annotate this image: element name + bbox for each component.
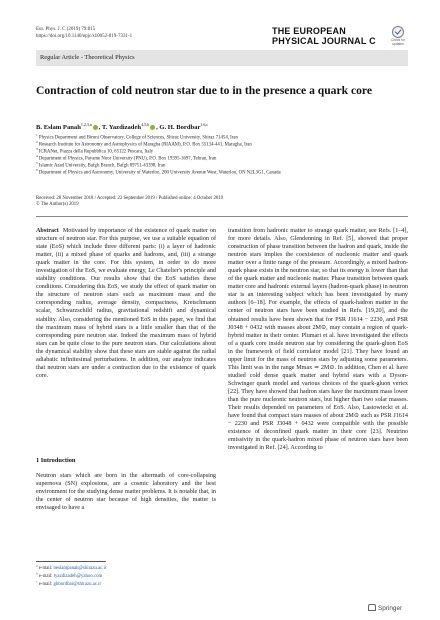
publisher-name: Springer — [378, 605, 403, 612]
affiliation-item — [36, 135, 408, 142]
footnote-mark: c — [36, 579, 38, 584]
check-for-updates-button[interactable] — [388, 26, 408, 46]
affiliation-number: 2 — [36, 140, 38, 144]
footnote-label: e-mail: — [38, 574, 53, 579]
affiliation-item — [36, 142, 408, 149]
body-paragraph: transition from hadronic matter to strange quark matter, see Refs. [1–4], for more details. Also, Glendenning in Ref. [5], showed that proper construction of phase transition between the hadron and quark, inside the neutron stars implies the coexistence of nucleonic matter and quark matter over a finite range of the pressure. Accordingly, a mixed hadron-quark phase exists in the neutron star, so that its energy is lower than that of the quark matter and nucleonic matter. Phase transition between quark matter core and hadronic external layers (hadron-quark phase) in neutron star is an interesting subject which has been investigated by many authors [6–18]. For example, the effects of quark-hadron matter in the center of neutron stars have been studied in Refs. [19,20], and the obtained results have been shown that for PSR J1614 − 2230, and PSR J0348 + 0432 with masses about 2M⊙, may contain a region of quark-hybrid matter in their center. Plumari et al. have investigated the effects of a quark core inside neutron star by considering the quark-gluon EoS in the framework of field correlator model [21]. They have found an upper limit for the mass of neutron stars by adjusting some parameters. This limit was in the range Mmax ≃ 2M⊙. In addition, Chen et al. have studied cold dense quark matter and hybrid stars with a Dyson-Schwinger quark model and various choices of the quark-gluon vertex [22]. They have showed that hadron stars have the maximum mass lower than the pure nucleonic neutron stars, but higher than two solar masses. Their results depended on parameters of EoS. Also, Lastowiecki et al. have found that compact stars masses of about 2M⊙ such as PSR J1614 − 2230 and PSR J3048 + 0432 were compatible with the possible existence of deconfined quark matter in their core [23]. Neutrino emissivity in the quark-hadron mixed phase of neutron stars have been investigated in Ref. [24]. According to — [228, 228, 408, 452]
footnote-label: e-mail: — [38, 582, 53, 587]
paper-title: Contraction of cold neutron star due to in the presence a quark core — [36, 84, 372, 97]
affiliation-text: Department of Physics, Payame Noor University (PNU), P.O. Box 19395-3697, Tehran, Iran — [38, 156, 217, 162]
affiliation-number: 3 — [36, 147, 38, 151]
article-type: Regular Article - Theoretical Physics — [40, 54, 135, 61]
affiliation-item — [36, 149, 408, 156]
affiliation-number: 5 — [36, 161, 38, 165]
footnote-item — [36, 581, 216, 589]
affiliation-text: Research Institute for Astronomy and Astrophysics of Maragha (RIAAM), P.O. Box 55134-441, Maragha, Iran — [38, 142, 252, 148]
footnote-mark: a — [36, 563, 38, 568]
affiliation-item — [36, 156, 408, 163]
footnote-item — [36, 571, 216, 584]
journal-citation — [36, 26, 132, 40]
journal-brand-line1: THE EUROPEAN — [272, 26, 346, 36]
section-divider — [36, 216, 408, 217]
journal-reference: Eur. Phys. J. C (2019) 79:815 — [36, 27, 96, 32]
author-affiliation-marks: 1,2,3,a — [80, 121, 92, 127]
abstract-text: Motivated by importance of the existence of quark matter on structure of neutron star. For this purpose, we use a suitable equation of state (EoS) which include three different parts: (i) a layer of hadronic matter, (ii) a mixed phase of quarks and hadrons, and, (iii) a strange quark matter in the core. For this system, in order to do more investigation of the EoS, we evaluate energy, Le Chatelier's principle and stability conditions. Our results show that the EoS satisfies these conditions. Considering this EoS, we study the effect of quark matter on the structure of neutron stars such as maximum mass and the corresponding radius, average density, compactness, Kretschmann scalar, Schwarzschild radius, gravitational redshift and dynamical stability. Also, considering the mentioned EoS in this paper, we find that the maximum mass of hybrid stars is a little smaller than that of the corresponding pure neutron star. Indeed the maximum mass of hybrid stars can be quite close to the pure neutron stars. Our calculations about the dynamical stability show that these stars are stable against the radial adiabatic infinitesimal perturbations. In addition, our analyze indicates that neutron stars are under a contraction due to the existence of quark core. — [36, 228, 217, 379]
affiliation-number: 1 — [36, 133, 38, 137]
author-affiliation-marks: 4,5,b — [141, 121, 150, 127]
affiliation-text: Department of Physics and Astronomy, University of Waterloo, 200 University Avenue West, Waterloo, ON N2L3G1, Canada — [38, 170, 281, 176]
journal-header — [36, 26, 408, 50]
email-link[interactable]: ghbordbar@shirazu.ac.ir — [53, 582, 102, 587]
check-updates-icon — [392, 26, 404, 38]
publisher-logo — [368, 604, 402, 613]
affiliation-number: 6 — [36, 168, 38, 172]
footnote-list — [36, 565, 216, 589]
footnote-item — [36, 563, 216, 576]
affiliation-item — [36, 170, 408, 177]
footnote-mark: b — [36, 571, 38, 576]
email-link[interactable]: tyazdizadeh@yahoo.com — [53, 574, 103, 579]
affiliation-text: ICRANet, Piazza della Repubblica 10, 65122 Pescara, Italy — [38, 149, 154, 155]
author-name: G. H. Bordbar — [159, 124, 201, 131]
doi-link[interactable]: https://doi.org/10.1140/epjc/s10052-019-7331-1 — [36, 34, 133, 39]
publication-dates — [36, 196, 408, 209]
article-type-bar — [36, 50, 408, 66]
orcid-icon[interactable] — [150, 125, 155, 130]
abstract-label: Abstract — [36, 228, 59, 234]
introduction-text: Neutron stars which are born in the aftermath of core-collapsing supernova (SN) explosions, are a cosmic laboratory and the best environment for the studying dense matter problems. It is notable that, in the center of neutron star because of high densities, the matter is envisaged to have a — [36, 473, 216, 512]
introduction-heading: 1 Introduction — [36, 457, 76, 464]
orcid-icon[interactable] — [93, 125, 98, 130]
footnote-divider — [36, 561, 106, 562]
check-updates-label: Check for updates — [391, 38, 405, 46]
abstract-section — [36, 227, 216, 380]
author-name: B. Eslam Panah — [36, 124, 81, 131]
affiliation-item — [36, 163, 408, 170]
journal-brand-line2: PHYSICAL JOURNAL C — [272, 36, 376, 46]
right-column-text — [228, 227, 408, 452]
springer-horse-icon — [368, 604, 376, 611]
affiliation-text: Physics Department and Biruni Observatory, College of Sciences, Shiraz University, Shiraz 71454, Iran — [38, 135, 238, 141]
footnote-label: e-mail: — [38, 566, 53, 571]
author-affiliation-marks: 1,6,c — [200, 121, 209, 127]
date-history: Received: 28 November 2018 / Accepted: 22 September 2019 / Published online: 4 October 2019 — [36, 196, 224, 201]
affiliation-number: 4 — [36, 154, 38, 158]
affiliation-list — [36, 135, 408, 177]
author-list: B. Eslam Panah$^{1,2,3,a}$ , T. Yazdizadeh$^{4,5,b}$ , G. H. Bordbar$^{1,6,c}$ — [36, 121, 209, 131]
copyright-notice: © The Author(s) 2019 — [36, 202, 79, 208]
email-link[interactable]: beslampanah@shirazu.ac.ir — [53, 566, 107, 571]
journal-logo — [272, 26, 376, 46]
affiliation-text: Islamic Azad University, Bafgh Branch, Bafgh 89751-43398, Iran — [38, 163, 166, 169]
author-name: T. Yazdizadeh — [101, 124, 142, 131]
